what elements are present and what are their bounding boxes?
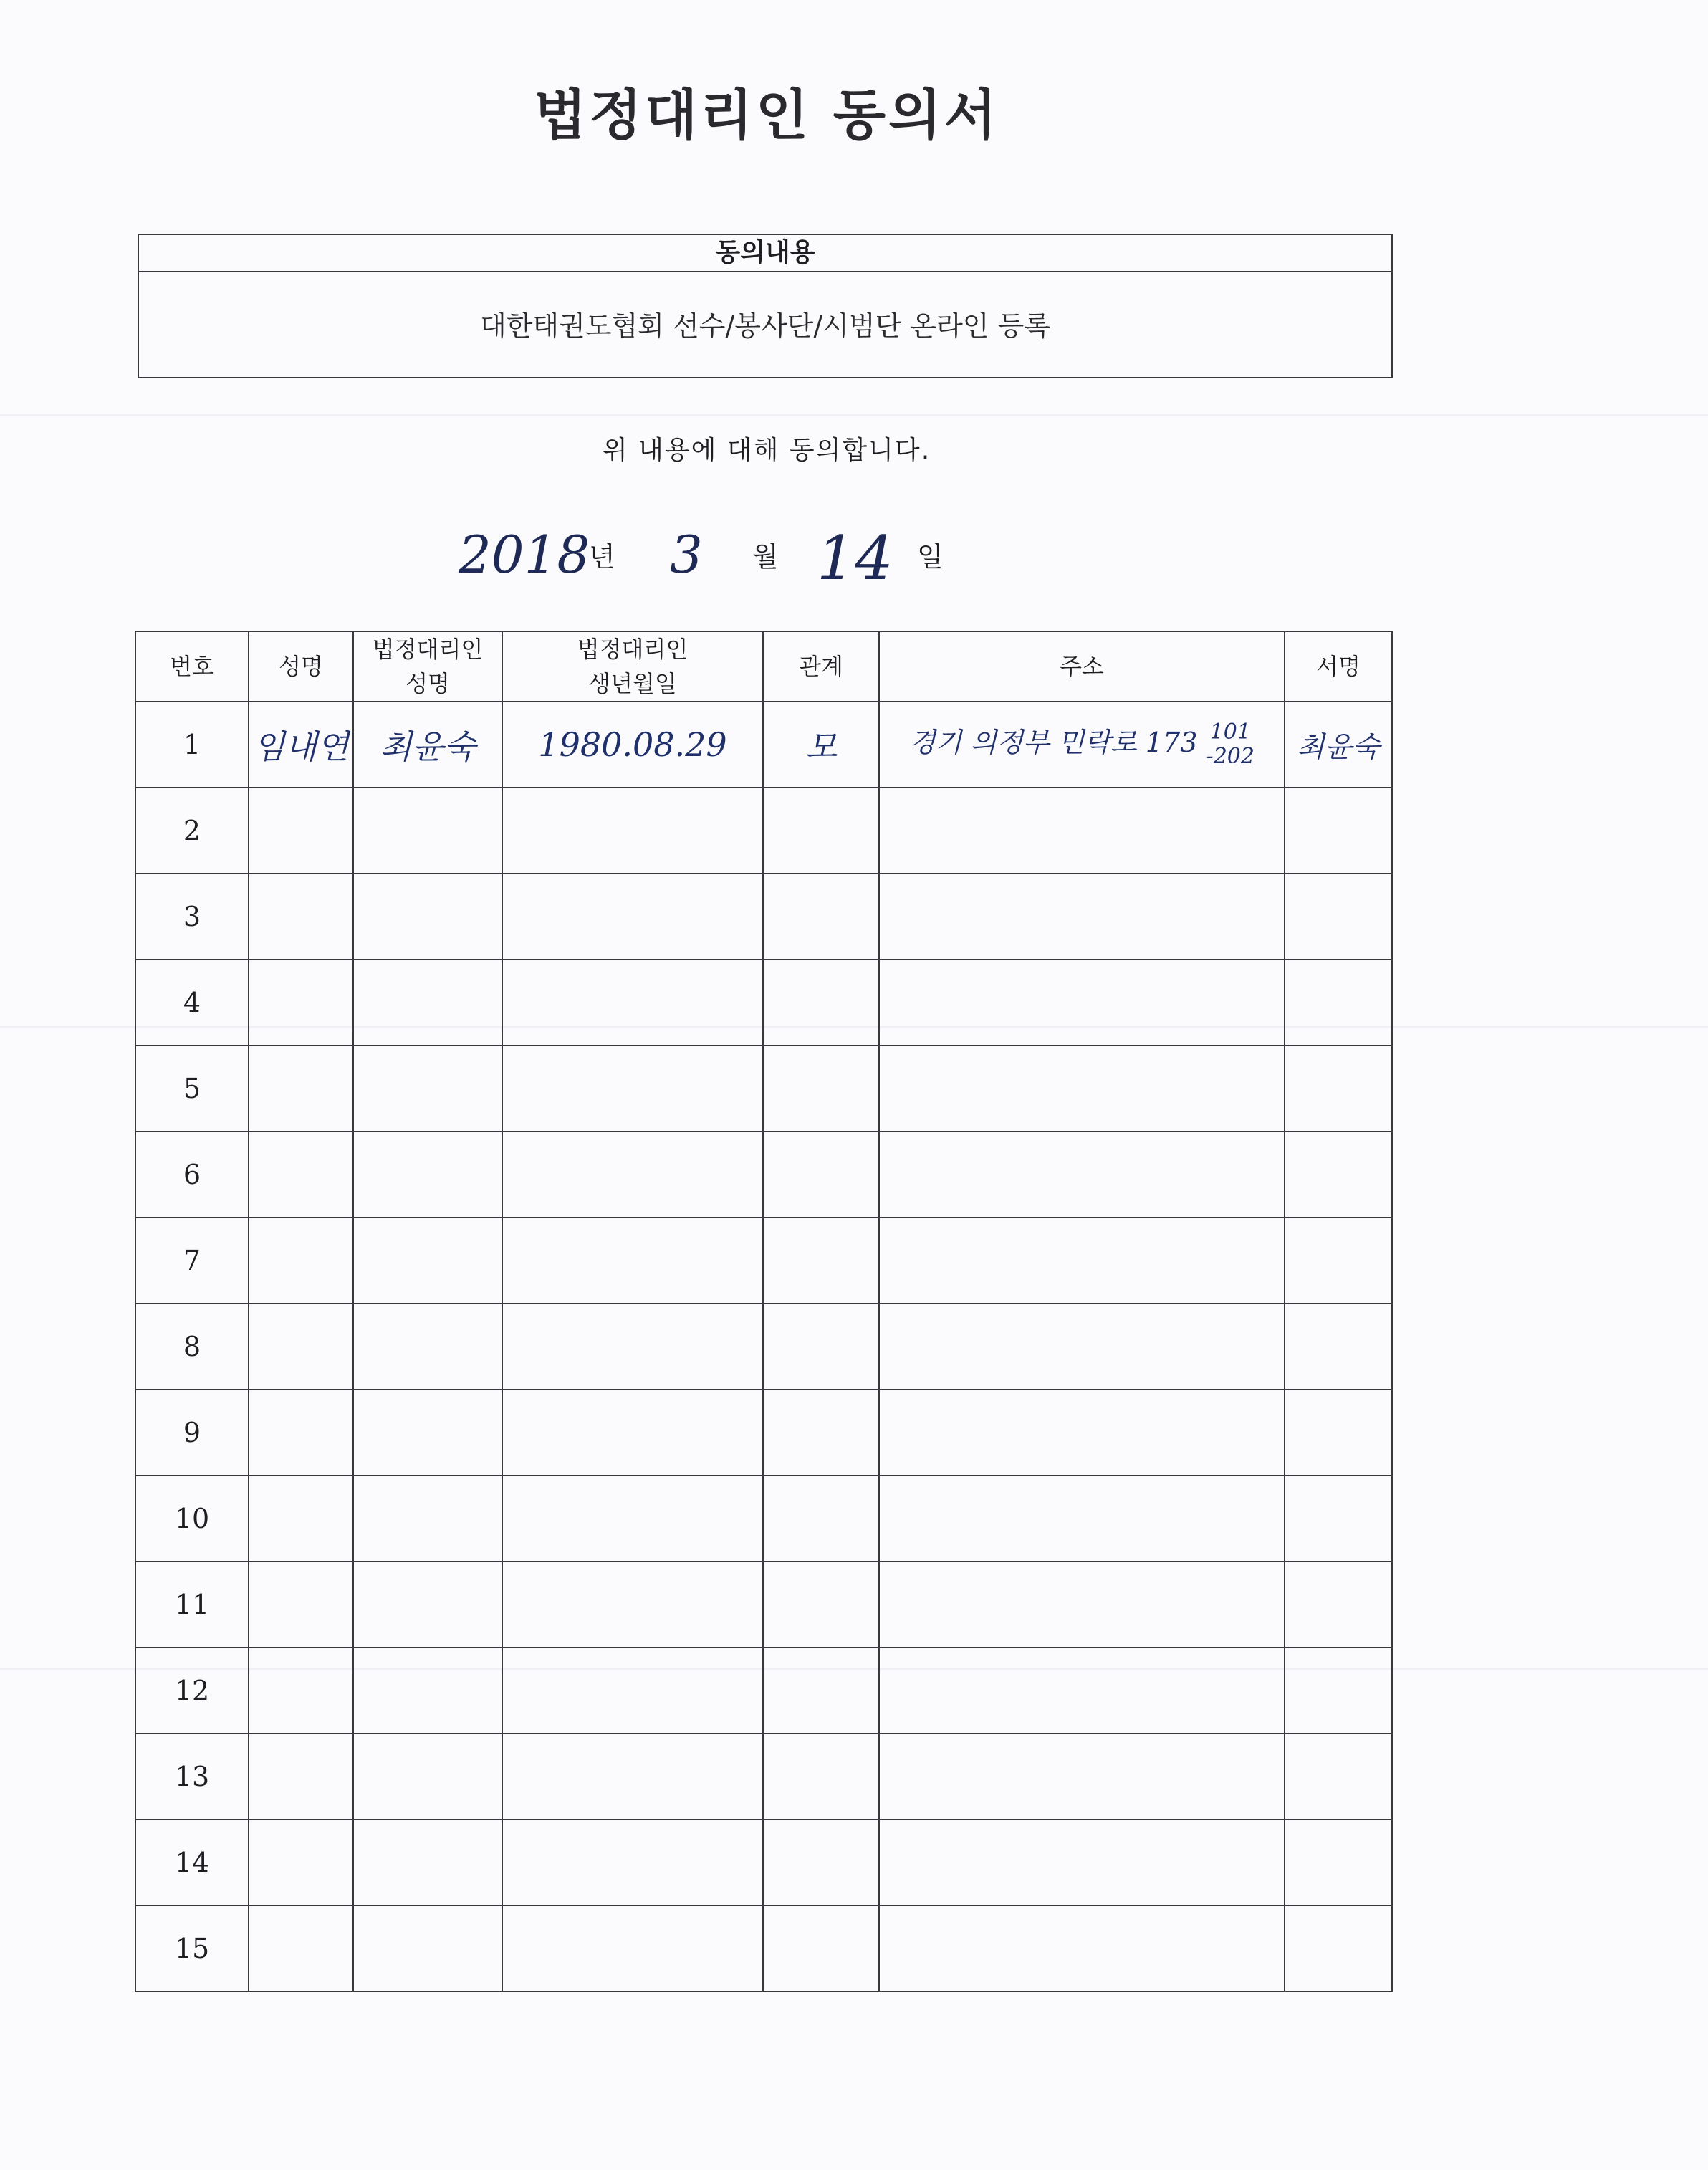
- guardian-name: [353, 1562, 502, 1648]
- table-row: [135, 1476, 1392, 1562]
- relation: [763, 1218, 879, 1304]
- row-number: 15: [135, 1906, 249, 1992]
- date-year-unit: 년: [589, 541, 615, 573]
- relation: [763, 1562, 879, 1648]
- row-number: 6: [135, 1132, 249, 1218]
- signature: [1285, 1218, 1392, 1304]
- row-number: 13: [135, 1734, 249, 1820]
- consent-header: 동의내용: [139, 235, 1391, 272]
- header-guardian-birth-line1: 법정대리인: [577, 636, 689, 663]
- guardian-name: [353, 874, 502, 960]
- guardian-birth: [502, 1648, 763, 1734]
- guardian-birth: [502, 960, 763, 1046]
- table-row: [135, 1906, 1392, 1992]
- date-month-unit: 월: [752, 541, 779, 573]
- table-row: [135, 1390, 1392, 1476]
- address: [879, 702, 1285, 788]
- header-relation: 관계: [763, 631, 879, 702]
- row-number: 11: [135, 1562, 249, 1648]
- applicant-name: [249, 1734, 353, 1820]
- row-number: 10: [135, 1476, 249, 1562]
- address: [879, 1648, 1285, 1734]
- guardian-name: 최윤숙: [353, 702, 502, 788]
- header-guardian-name-line1: 법정대리인: [372, 636, 484, 663]
- relation: [763, 1390, 879, 1476]
- table-row: [135, 960, 1392, 1046]
- guardian-name: [353, 1390, 502, 1476]
- applicant-name: [249, 788, 353, 874]
- address: [879, 874, 1285, 960]
- row-number: 1: [135, 702, 249, 788]
- address: [879, 1218, 1285, 1304]
- header-guardian-name: [353, 631, 502, 702]
- guardian-name: [353, 1734, 502, 1820]
- guardian-name: [353, 1046, 502, 1132]
- relation: [763, 1820, 879, 1906]
- date-day: 14: [817, 523, 893, 593]
- relation: [763, 1734, 879, 1820]
- relation: [763, 1648, 879, 1734]
- signature: [1285, 874, 1392, 960]
- signature: [1285, 1304, 1392, 1390]
- guardian-name: [353, 1218, 502, 1304]
- guardian-name: [353, 1476, 502, 1562]
- address-unit: [1206, 720, 1254, 769]
- address: [879, 788, 1285, 874]
- signature: [1285, 788, 1392, 874]
- guardian-name: [353, 1304, 502, 1390]
- applicant-name: [249, 1562, 353, 1648]
- guardian-name: [353, 788, 502, 874]
- applicant-name: [249, 1046, 353, 1132]
- table-row: [135, 1562, 1392, 1648]
- header-guardian-birth: [502, 631, 763, 702]
- row-number: 7: [135, 1218, 249, 1304]
- address: [879, 1906, 1285, 1992]
- guardian-birth: [502, 1046, 763, 1132]
- row-number: 3: [135, 874, 249, 960]
- row-number: 8: [135, 1304, 249, 1390]
- guardian-birth: [502, 1218, 763, 1304]
- date-line: [0, 516, 1708, 595]
- address-unit-line1: 101: [1209, 720, 1251, 745]
- relation: [763, 960, 879, 1046]
- applicant-name: [249, 1218, 353, 1304]
- table-row: [135, 874, 1392, 960]
- document-title: 법정대리인 동의서: [534, 83, 999, 147]
- guardian-birth: [502, 1820, 763, 1906]
- agreement-statement: 위 내용에 대해 동의합니다.: [602, 436, 931, 465]
- guardian-birth: [502, 1476, 763, 1562]
- table-row: [135, 1734, 1392, 1820]
- address: [879, 1820, 1285, 1906]
- row-number: 14: [135, 1820, 249, 1906]
- header-guardian-birth-line2: 생년월일: [588, 670, 677, 697]
- table-header-row: [135, 631, 1392, 702]
- signature: [1285, 960, 1392, 1046]
- applicant-name: [249, 1304, 353, 1390]
- relation: [763, 1476, 879, 1562]
- signature: [1285, 1046, 1392, 1132]
- table-row: [135, 1218, 1392, 1304]
- signature: [1285, 1648, 1392, 1734]
- date-month: 3: [670, 525, 703, 585]
- relation: [763, 1906, 879, 1992]
- relation: [763, 1132, 879, 1218]
- table-row: [135, 1132, 1392, 1218]
- address: [879, 1476, 1285, 1562]
- relation: [763, 1046, 879, 1132]
- header-no: 번호: [135, 631, 249, 702]
- relation: [763, 1304, 879, 1390]
- guardian-birth: [502, 1132, 763, 1218]
- address-main: 경기 의정부 민락로 173: [909, 726, 1198, 758]
- header-name: 성명: [249, 631, 353, 702]
- date-day-unit: 일: [917, 541, 944, 573]
- table-row: [135, 1820, 1392, 1906]
- paper-fold-line: [0, 414, 1708, 416]
- applicant-name: [249, 960, 353, 1046]
- guardian-name: [353, 1132, 502, 1218]
- signature: [1285, 1390, 1392, 1476]
- guardian-name: [353, 1820, 502, 1906]
- signature: [1285, 1820, 1392, 1906]
- address-unit-line2: -202: [1206, 744, 1254, 770]
- applicant-name: [249, 1390, 353, 1476]
- applicant-name: [249, 1906, 353, 1992]
- table-row: [135, 1304, 1392, 1390]
- applicant-name: [249, 874, 353, 960]
- header-guardian-name-line2: 성명: [406, 670, 450, 697]
- address: [879, 1390, 1285, 1476]
- signature: [1285, 1734, 1392, 1820]
- table-row: [135, 702, 1392, 788]
- row-number: 4: [135, 960, 249, 1046]
- address: [879, 960, 1285, 1046]
- applicant-name: [249, 1820, 353, 1906]
- applicant-name: 임내연: [249, 702, 353, 788]
- guardian-birth: [502, 1906, 763, 1992]
- address: [879, 1046, 1285, 1132]
- address: [879, 1562, 1285, 1648]
- guardian-table: [135, 631, 1393, 1992]
- signature: [1285, 1476, 1392, 1562]
- guardian-birth: [502, 1304, 763, 1390]
- table-row: [135, 1648, 1392, 1734]
- guardian-name: [353, 1906, 502, 1992]
- row-number: 9: [135, 1390, 249, 1476]
- address: [879, 1132, 1285, 1218]
- row-number: 12: [135, 1648, 249, 1734]
- guardian-birth: [502, 788, 763, 874]
- table-row: [135, 788, 1392, 874]
- signature: [1285, 1906, 1392, 1992]
- table-row: [135, 1046, 1392, 1132]
- guardian-birth: [502, 1390, 763, 1476]
- consent-box: [138, 234, 1393, 378]
- row-number: 5: [135, 1046, 249, 1132]
- guardian-birth: [502, 874, 763, 960]
- consent-body: 대한태권도협회 선수/봉사단/시범단 온라인 등록: [479, 310, 1050, 342]
- address: [879, 1304, 1285, 1390]
- date-year: 2018: [459, 525, 590, 585]
- row-number: 2: [135, 788, 249, 874]
- applicant-name: [249, 1132, 353, 1218]
- signature: 최윤숙: [1285, 702, 1392, 788]
- guardian-birth: 1980.08.29: [502, 702, 763, 788]
- guardian-name: [353, 960, 502, 1046]
- guardian-birth: [502, 1734, 763, 1820]
- applicant-name: [249, 1648, 353, 1734]
- relation: [763, 874, 879, 960]
- address: [879, 1734, 1285, 1820]
- applicant-name: [249, 1476, 353, 1562]
- guardian-birth: [502, 1562, 763, 1648]
- signature: [1285, 1132, 1392, 1218]
- guardian-name: [353, 1648, 502, 1734]
- header-address: 주소: [879, 631, 1285, 702]
- relation: 모: [763, 702, 879, 788]
- signature: [1285, 1562, 1392, 1648]
- relation: [763, 788, 879, 874]
- header-signature: 서명: [1285, 631, 1392, 702]
